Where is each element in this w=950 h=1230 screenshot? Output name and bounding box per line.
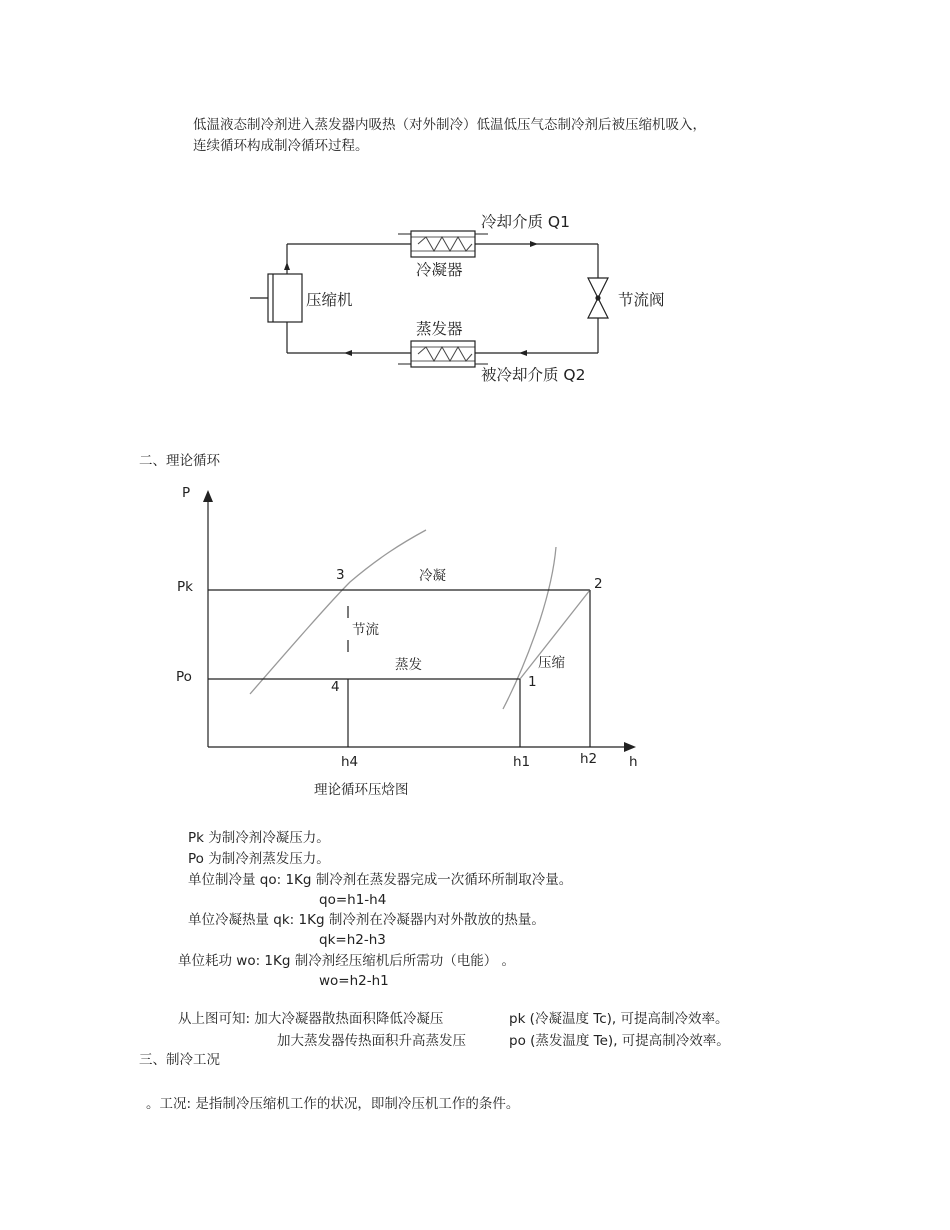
throttle-label: 节流阀 (618, 291, 665, 309)
h-axis-arrow (624, 742, 636, 752)
point-2-label: 2 (594, 576, 603, 592)
section-3-text: 。工况: 是指制冷压缩机工作的状况，即制冷压机工作的条件。 (146, 1096, 520, 1112)
conclusion-line-2b: po (蒸发温度 Te), 可提高制冷效率。 (509, 1033, 730, 1049)
conclusion-line-1a: 从上图可知: 加大冷凝器散热面积降低冷凝压 (178, 1011, 444, 1027)
h4-tick-label: h4 (341, 754, 359, 770)
po-definition: Po 为制冷剂蒸发压力。 (188, 851, 330, 867)
flow-arrow-top (530, 241, 538, 247)
condenser-symbol (398, 231, 488, 257)
coolant-label: 冷却介质 Q1 (481, 213, 570, 231)
compressor-label: 压缩机 (306, 291, 353, 309)
point-3-label: 3 (336, 567, 345, 583)
throttle-valve-symbol (588, 278, 608, 318)
p-axis-label: P (182, 485, 191, 501)
conclusion-line-1b: pk (冷凝温度 Tc), 可提高制冷效率。 (509, 1011, 729, 1027)
flow-arrow-up (284, 262, 290, 270)
wo-equation: wo=h2-h1 (319, 973, 389, 989)
h-axis-label: h (629, 754, 638, 770)
h1-tick-label: h1 (513, 754, 531, 770)
conclusion-line-2a: 加大蒸发器传热面积升高蒸发压 (277, 1033, 466, 1049)
intro-line-1: 低温液态制冷剂进入蒸发器内吸热（对外制冷）低温低压气态制冷剂后被压缩机吸入， (193, 117, 706, 133)
pk-label: Pk (177, 579, 193, 595)
compressor-symbol (250, 274, 302, 322)
throttle-process-label: 节流 (352, 622, 379, 638)
condense-label: 冷凝 (419, 568, 446, 584)
flow-arrow-bottom-right (519, 350, 527, 356)
po-label: Po (176, 669, 192, 685)
wo-definition: 单位耗功 wo: 1Kg 制冷剂经压缩机后所需功（电能） 。 (178, 953, 516, 969)
qk-definition: 单位冷凝热量 qk: 1Kg 制冷剂在冷凝器内对外散放的热量。 (188, 912, 545, 928)
qo-definition: 单位制冷量 qo: 1Kg 制冷剂在蒸发器完成一次循环所制取冷量。 (188, 872, 573, 888)
section-2-heading: 二、理论循环 (139, 453, 220, 469)
point-4-label: 4 (331, 679, 340, 695)
evaporate-label: 蒸发 (395, 657, 422, 673)
p-axis-arrow (203, 490, 213, 502)
compress-label: 压缩 (538, 655, 565, 671)
qo-equation: qo=h1-h4 (319, 892, 387, 908)
h2-tick-label: h2 (580, 751, 598, 767)
ph-diagram-caption: 理论循环压焓图 (314, 782, 409, 798)
section-3-heading: 三、制冷工况 (139, 1052, 220, 1068)
evaporator-label: 蒸发器 (416, 320, 463, 338)
pk-definition: Pk 为制冷剂冷凝压力。 (188, 830, 330, 846)
ph-diagram (176, 485, 638, 798)
qk-equation: qk=h2-h3 (319, 932, 386, 948)
evaporator-symbol (398, 341, 488, 367)
cooled-medium-label: 被冷却介质 Q2 (481, 366, 586, 384)
point-1-label: 1 (528, 674, 537, 690)
flow-arrow-bottom-left (344, 350, 352, 356)
intro-line-2: 连续循环构成制冷循环过程。 (193, 138, 369, 154)
condenser-label: 冷凝器 (416, 261, 463, 279)
